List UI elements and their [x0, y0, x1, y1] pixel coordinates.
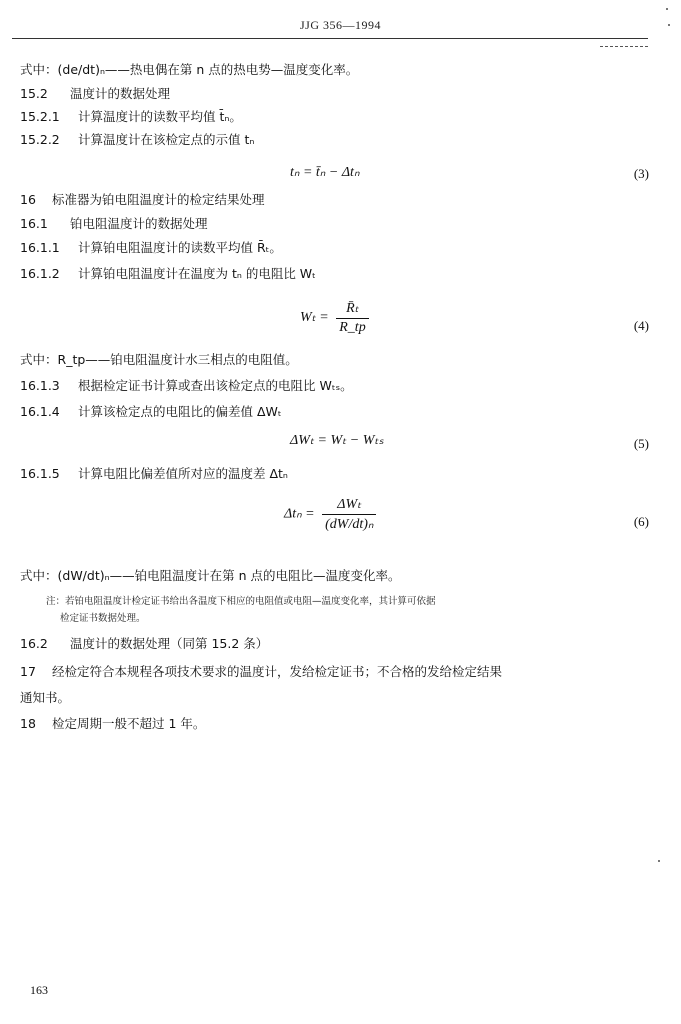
page-header: JJG 356—1994	[299, 18, 381, 32]
eq4-lhs: Wₜ =	[300, 310, 329, 326]
equation-number-5: (5)	[633, 436, 649, 451]
eq5-rhs: = Wₜ − Wₜₛ	[317, 433, 384, 448]
section-18	[20, 716, 205, 732]
where-text: (dW/dt)ₙ——铂电阻温度计在第 n 点的电阻比—温度变化率。	[57, 568, 401, 583]
section-text: 计算铂电阻温度计的读数平均值 R̄ₜ。	[78, 240, 282, 255]
section-text: 计算铂电阻温度计在温度为 tₙ 的电阻比 Wₜ	[78, 266, 316, 281]
section-number: 15.2	[20, 86, 48, 101]
where-label: 式中：	[20, 352, 58, 367]
section-15-2-2	[20, 132, 254, 148]
section-text: 检定周期一般不超过 1 年。	[52, 716, 206, 731]
eq3-rhs: = t̄ₙ − Δtₙ	[302, 165, 360, 180]
eq3-lhs: tₙ	[290, 165, 300, 180]
section-number: 16.1.5	[20, 466, 60, 481]
section-16-1-1	[20, 240, 282, 256]
section-17-continued	[20, 690, 70, 706]
section-text: 计算电阻比偏差值所对应的温度差 Δtₙ	[78, 466, 288, 481]
eq4-denominator: R_tp	[339, 320, 366, 335]
section-text: 计算温度计在该检定点的示值 tₙ	[78, 132, 255, 147]
section-15-2-1	[20, 109, 242, 125]
section-16-1	[20, 216, 208, 232]
eq6-denominator: (dW/dt)ₙ	[325, 517, 374, 532]
section-number: 17	[20, 664, 36, 679]
section-16-1-4	[20, 404, 282, 420]
where-clause-dwdt	[20, 568, 400, 584]
where-label: 式中：	[20, 568, 58, 583]
header-rule-dash	[600, 46, 648, 47]
section-number: 18	[20, 716, 36, 731]
footnote-line-1: 注：若铂电阻温度计检定证书给出各温度下相应的电阻值或电阻—温度变化率，其计算可依据	[46, 596, 436, 607]
section-text: 根据检定证书计算或查出该检定点的电阻比 Wₜₛ。	[78, 378, 353, 393]
equation-5	[290, 432, 384, 449]
eq5-lhs: ΔWₜ	[290, 433, 315, 448]
equation-number-6: (6)	[633, 514, 649, 529]
where-text: R_tp——铂电阻温度计水三相点的电阻值。	[57, 352, 298, 367]
section-16	[20, 192, 265, 208]
section-text: 温度计的数据处理（同第 15.2 条）	[70, 636, 269, 651]
equation-3	[290, 164, 360, 181]
where-text: (de/dt)ₙ——热电偶在第 n 点的热电势—温度变化率。	[57, 62, 359, 77]
section-16-1-3	[20, 378, 353, 394]
equation-6	[284, 496, 380, 533]
section-16-2	[20, 636, 268, 652]
section-number: 16	[20, 192, 36, 207]
section-number: 16.2	[20, 636, 48, 651]
section-text: 温度计的数据处理	[70, 86, 171, 101]
scan-speck	[658, 860, 660, 862]
where-clause-line	[20, 62, 358, 78]
where-clause-rtp	[20, 352, 298, 368]
section-number: 16.1.1	[20, 240, 60, 255]
section-number: 16.1.4	[20, 404, 60, 419]
section-text: 标准器为铂电阻温度计的检定结果处理	[52, 192, 265, 207]
section-text: 经检定符合本规程各项技术要求的温度计，发给检定证书；不合格的发给检定结果	[52, 664, 503, 679]
section-17	[20, 664, 502, 680]
section-number: 16.1.3	[20, 378, 60, 393]
page-number: 163	[30, 983, 48, 997]
section-15-2	[20, 86, 170, 102]
eq6-numerator: ΔWₜ	[322, 496, 376, 515]
section-text: 铂电阻温度计的数据处理	[70, 216, 208, 231]
section-number: 15.2.2	[20, 132, 60, 147]
eq6-lhs: Δtₙ =	[284, 506, 315, 522]
eq4-fraction	[336, 300, 368, 336]
footnote-line-2: 检定证书数据处理。	[60, 613, 146, 624]
section-text: 计算温度计的读数平均值 t̄ₙ。	[78, 109, 242, 124]
section-number: 15.2.1	[20, 109, 60, 124]
section-text: 通知书。	[20, 690, 71, 705]
section-text: 计算该检定点的电阻比的偏差值 ΔWₜ	[78, 404, 282, 419]
scan-speck	[666, 8, 668, 10]
equation-number-3: (3)	[633, 166, 649, 181]
section-16-1-2	[20, 266, 316, 282]
section-number: 16.1.2	[20, 266, 60, 281]
where-label: 式中：	[20, 62, 58, 77]
section-16-1-5	[20, 466, 288, 482]
equation-4	[300, 300, 373, 336]
eq4-numerator: R̄ₜ	[336, 300, 368, 319]
header-rule	[12, 38, 648, 39]
equation-number-4: (4)	[633, 318, 649, 333]
eq6-fraction	[322, 496, 376, 533]
section-number: 16.1	[20, 216, 48, 231]
scan-speck	[668, 24, 670, 26]
